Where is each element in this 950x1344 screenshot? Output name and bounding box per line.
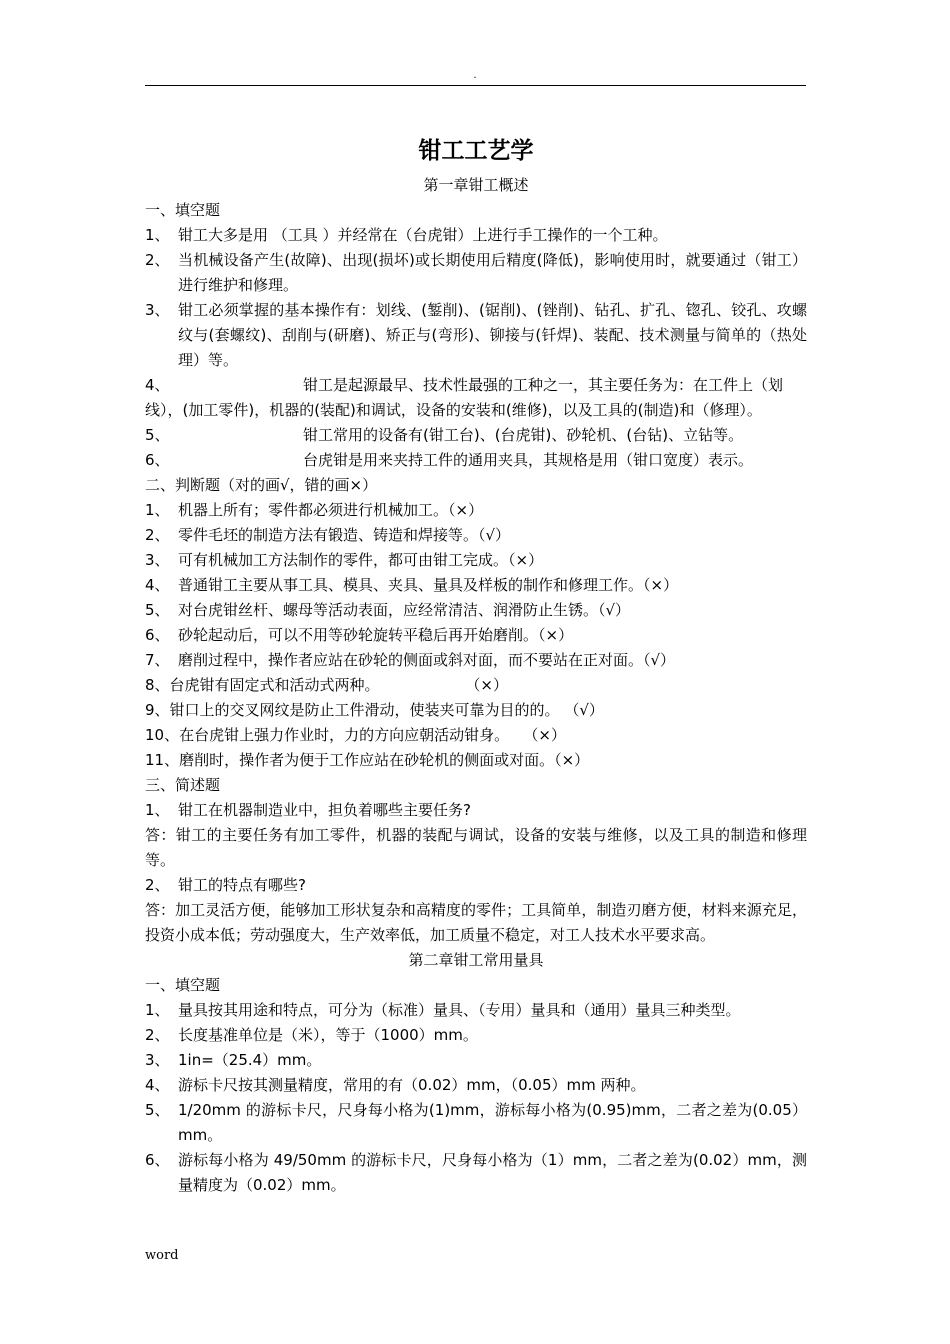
item-text: 可有机械加工方法制作的零件，都可由钳工完成。（×） [178,551,544,569]
item-text: 钳工必须掌握的基本操作有：划线、(錾削)、(锯削)、(锉削)、钻孔、扩孔、锪孔、铰孔、攻螺纹与(套螺纹)、刮削与(研磨)、矫正与(弯形)、铆接与(钎焊)、装配、技术测量与简单的（热处理）等。 [178,301,807,369]
ch1-fill-item [145,423,807,448]
item-text: 钳工是起源最早、技术性最强的工种之一，其主要任务为：在工件上（划线），(加工零件)，机器的(装配)和调试，设备的安装和(维修)，以及工具的(制造)和（修理）。 [145,376,784,419]
ch2-fill-item [145,1073,807,1098]
ch1-judge-item [145,598,807,623]
ch1-fill-item [145,298,807,373]
item-text: 游标卡尺按其测量精度，常用的有（0.02）mm，（0.05）mm 两种。 [178,1076,646,1094]
ch1-judge-line: 8、台虎钳有固定式和活动式两种。 （×） [145,676,508,694]
ch1-judge-item [145,498,807,523]
item-number: 5、 [145,601,170,619]
ch1-fill-item [145,223,807,248]
item-number: 2、 [145,876,170,894]
item-text: 零件毛坯的制造方法有锻造、铸造和焊接等。（√） [178,526,511,544]
ch1-fill-heading: 一、填空题 [145,201,221,219]
ch1-judge-item [145,623,807,648]
ch2-fill-item [145,998,807,1023]
item-text: 游标每小格为 49/50mm 的游标卡尺，尺身每小格为（1）mm，二者之差为(0.02）mm，测量精度为（0.02）mm。 [178,1151,807,1194]
item-number: 1、 [145,1001,170,1019]
item-number: 2、 [145,526,170,544]
item-text: 钳工的特点有哪些? [178,876,306,894]
item-number: 4、 [145,576,170,594]
ch2-fill-heading: 一、填空题 [145,976,221,994]
item-number: 3、 [145,1051,170,1069]
item-text: 普通钳工主要从事工具、模具、夹具、量具及样板的制作和修理工作。（×） [178,576,679,594]
ch1-question [145,798,807,823]
item-number: 4、 [145,376,170,394]
ch1-fill-item-wide [145,373,807,423]
item-text: 机器上所有；零件都必须进行机械加工。（×） [178,501,484,519]
ch1-answer: 答：加工灵活方便，能够加工形状复杂和高精度的零件；工具简单，制造刃磨方便，材料来源充足，投资小成本低；劳动强度大，生产效率低，加工质量不稳定，对工人技术水平要求高。 [145,901,807,944]
item-number: 4、 [145,1076,170,1094]
item-number: 2、 [145,251,170,269]
item-number: 2、 [145,1026,170,1044]
ch1-judge-line: 11、磨削时，操作者为便于工作应站在砂轮机的侧面或对面。（×） [145,751,590,769]
item-number: 7、 [145,651,170,669]
item-number: 3、 [145,301,170,319]
ch2-fill-item [145,1148,807,1198]
ch2-fill-item [145,1098,807,1148]
item-number: 6、 [145,1151,170,1169]
ch1-judge-heading: 二、判断题（对的画√，错的画×） [145,476,378,494]
ch1-judge-line: 9、钳口上的交叉网纹是防止工件滑动，使装夹可靠为目的的。 （√） [145,701,604,719]
ch2-fill-item [145,1048,807,1073]
item-text: 1/20mm 的游标卡尺，尺身每小格为(1)mm，游标每小格为(0.95)mm，二者之差为(0.05）mm。 [178,1101,807,1144]
footer-word: word [145,1248,179,1263]
ch1-short-heading: 三、简述题 [145,776,221,794]
chapter-1-heading: 第一章钳工概述 [423,176,529,194]
ch1-question [145,873,807,898]
item-text: 长度基准单位是（米），等于（1000）mm。 [178,1026,478,1044]
item-text: 量具按其用途和特点，可分为（标准）量具、（专用）量具和（通用）量具三种类型。 [178,1001,741,1019]
item-number: 1、 [145,501,170,519]
item-text: 对台虎钳丝杆、螺母等活动表面，应经常清洁、润滑防止生锈。（√） [178,601,631,619]
item-text: 台虎钳是用来夹持工件的通用夹具，其规格是用（钳口宽度）表示。 [303,451,754,469]
item-text: 当机械设备产生(故障)、出现(损坏)或长期使用后精度(降低)，影响使用时，就要通过（钳工）进行维护和修理。 [178,251,807,294]
header-rule [145,85,806,86]
item-text: 磨削过程中，操作者应站在砂轮的侧面或斜对面，而不要站在正对面。（√） [178,651,676,669]
ch1-judge-item [145,523,807,548]
item-number: 5、 [145,1101,170,1119]
chapter-2-heading: 第二章钳工常用量具 [408,951,544,969]
item-text: 1in=（25.4）mm。 [178,1051,322,1069]
item-number: 1、 [145,801,170,819]
header-dot: . [473,70,477,81]
item-text: 砂轮起动后，可以不用等砂轮旋转平稳后再开始磨削。（×） [178,626,574,644]
document-body [145,129,807,1198]
ch1-judge-item [145,548,807,573]
ch1-answer: 答：钳工的主要任务有加工零件，机器的装配与调试，设备的安装与维修，以及工具的制造和修理等。 [145,826,807,869]
page-title: 钳工工艺学 [418,138,534,164]
item-text: 钳工大多是用 （工具 ）并经常在（台虎钳）上进行手工操作的一个工种。 [178,226,668,244]
ch1-fill-item [145,448,807,473]
item-text: 钳工在机器制造业中，担负着哪些主要任务? [178,801,471,819]
item-number: 6、 [145,626,170,644]
ch1-judge-item [145,573,807,598]
item-number: 5、 [145,426,170,444]
ch2-fill-item [145,1023,807,1048]
ch1-judge-line: 10、在台虎钳上强力作业时，力的方向应朝活动钳身。 （×） [145,726,566,744]
ch1-judge-item [145,648,807,673]
item-number: 3、 [145,551,170,569]
item-number: 1、 [145,226,170,244]
item-number: 6、 [145,451,170,469]
ch1-fill-item [145,248,807,298]
item-text: 钳工常用的设备有(钳工台)、(台虎钳)、砂轮机、(台钻)、立钻等。 [303,426,744,444]
